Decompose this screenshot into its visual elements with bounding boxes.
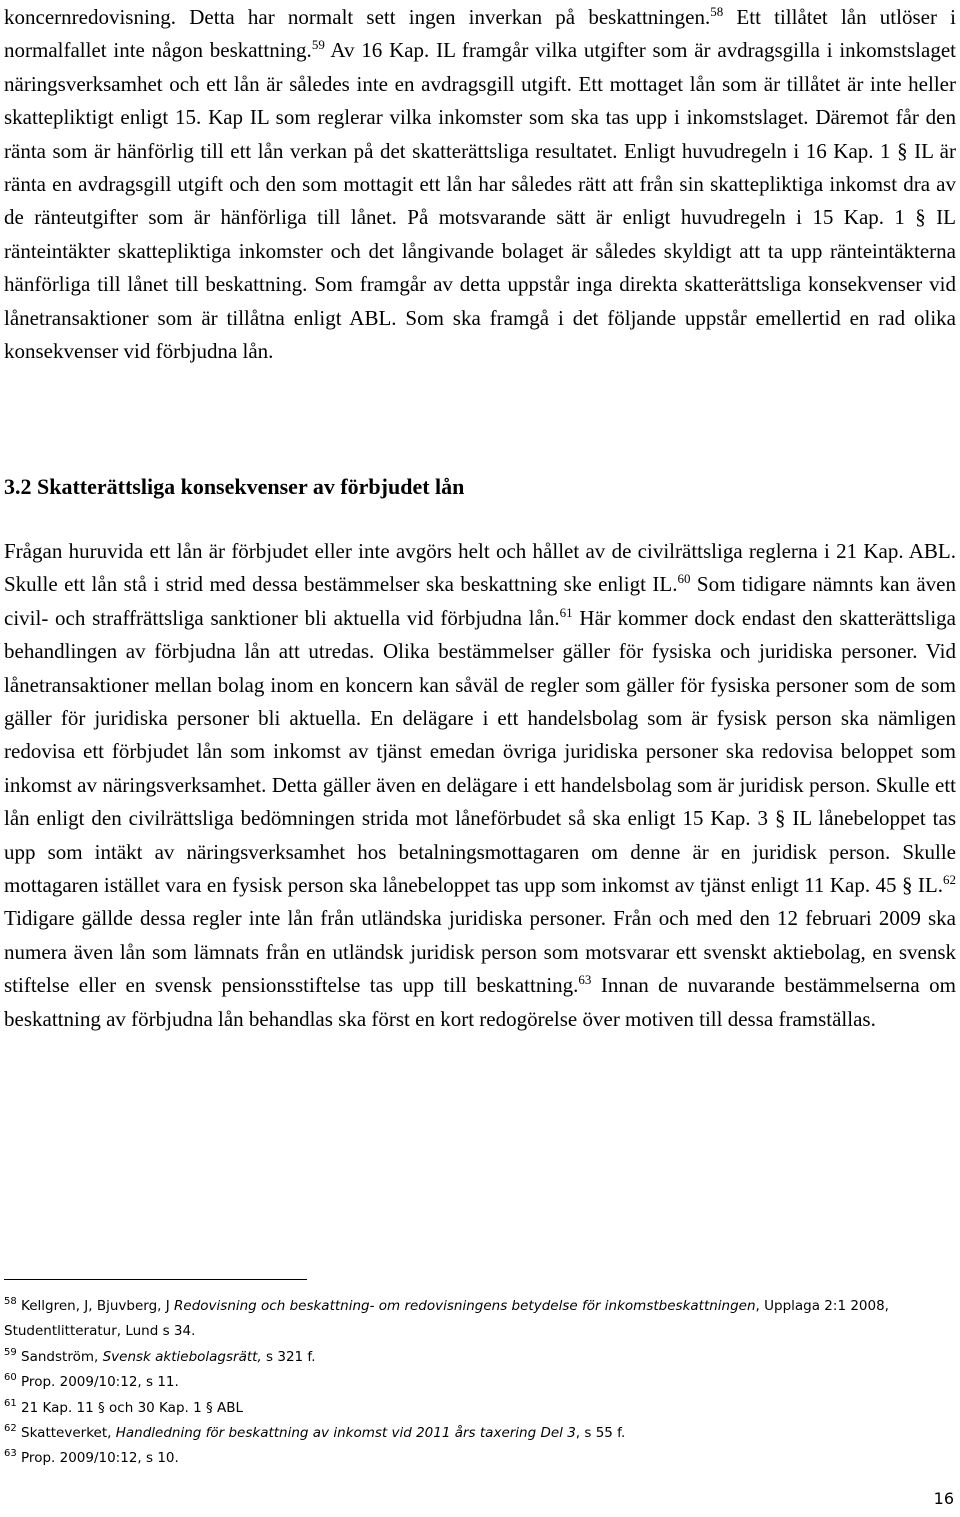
footnote-number: 60 <box>4 1372 17 1384</box>
footnote-title: Svensk aktiebolagsrätt, <box>102 1348 262 1365</box>
footnote: $^{61}$ 21 Kap. 11 § och 30 Kap. 1 § ABL <box>4 1397 244 1416</box>
footnote: $^{63}$ Prop. 2009/10:12, s 10. <box>4 1448 179 1467</box>
footnote-number: 59 <box>4 1346 17 1358</box>
page-number: 16 <box>933 1489 954 1508</box>
section-heading: 3.2 Skatterättsliga konsekvenser av förbjudet lån <box>4 474 465 499</box>
footnote-number: 62 <box>4 1423 17 1435</box>
footnote-title: Handledning för beskattning av inkomst vid 2011 års taxering Del 3 <box>115 1425 576 1442</box>
footnote-number: 58 <box>4 1296 17 1307</box>
body-paragraph: koncernredovisning. Detta har normalt sett ingen inverkan på beskattningen.$^{58}$ Ett tillåtet lån utlöser i normalfallet inte någon beskattning.$^{59}$ Av 16 Kap. IL framgår vilka utgifter som är avdragsgilla i inkomstslaget näringsverksamhet och ett lån är således inte en avdragsgill utgift. Ett mottaget lån som är tillåtet är inte heller skattepliktigt enligt 15. Kap IL som reglerar vilka inkomster som ska tas upp i inkomstslaget. Däremot får den ränta som är hänförlig till ett lån verkan på det skatterättsliga resultatet. Enligt huvudregeln i 16 Kap. 1 § IL är ränta en avdragsgill utgift och den som mottagit ett lån har således rätt att från sin skattepliktiga inkomst dra av de ränteutgifter som är hänförliga till lånet. På motsvarande sätt är enligt huvudregeln i 15 Kap. 1 § IL ränteintäkter skattepliktiga inkomster och det långivande bolaget är således skyldigt att ta upp ränteintäkterna hänförliga till lånet till beskattning. Som framgår av detta uppstår inga direkta skatterättsliga konsekvenser vid lånetransaktioner som är tillåtna enligt ABL. Som ska framgå i det följande uppstår emellertid en rad olika konsekvenser vid förbjudna lån. <box>4 4 956 364</box>
footnote: $^{60}$ Prop. 2009/10:12, s 11. <box>4 1372 179 1391</box>
footnote-ref: 62 <box>943 872 956 888</box>
footnote: $^{59}$ Sandström, Svensk aktiebolagsrätt, s 321 f. <box>4 1346 316 1365</box>
footnote: $^{62}$ Skatteverket, Handledning för beskattning av inkomst vid 2011 års taxering Del 3, s 55 f. <box>4 1423 626 1442</box>
footnote-title: Redovisning och beskattning- om redovisningens betydelse för inkomstbeskattningen <box>174 1298 756 1314</box>
footnote: $^{58}$ Kellgren, J, Bjuvberg, J Redovisning och beskattning- om redovisningens betydelse för inkomstbeskattningen, Upplaga 2:1 2008, Studentlitteratur, Lund s 34. <box>4 1296 889 1340</box>
footnote-ref: 58 <box>710 4 724 19</box>
footnote-number: 63 <box>4 1448 17 1460</box>
footnote-ref: 60 <box>677 571 691 587</box>
footnote-ref: 61 <box>559 604 573 620</box>
footnote-separator <box>4 1279 307 1280</box>
body-paragraph: Frågan huruvida ett lån är förbjudet eller inte avgörs helt och hållet av de civilrättsliga reglerna i 21 Kap. ABL. Skulle ett lån stå i strid med dessa bestämmelser ska beskattning ske enligt IL.$^{60}$ Som tidigare nämnts kan även civil- och straffrättsliga sanktioner bli aktuella vid förbjudna lån.$^{61}$ Här kommer dock endast den skatterättsliga behandlingen av förbjudna lån att utredas. Olika bestämmelser gäller för fysiska och juridiska personer. Vid lånetransaktioner mellan bolag inom en koncern kan såväl de regler som gäller för fysiska personer som de som gäller för juridiska personer bli aktuella. En delägare i ett handelsbolag som är fysisk person ska nämligen redovisa ett förbjudet lån som inkomst av tjänst emedan övriga juridiska personer ska redovisa beloppet som inkomst av näringsverksamhet. Detta gäller även en delägare i ett handelsbolag som är juridisk person. Skulle ett lån enligt den civilrättsliga bedömningen strida mot låneförbudet så ska enligt 15 Kap. 3 § IL lånebeloppet tas upp som intäkt av näringsverksamhet hos betalningsmottagaren om denne är en juridisk person. Skulle mottagaren istället vara en fysisk person ska lånebeloppet tas upp som inkomst av tjänst enligt 11 Kap. 45 § IL.$^{62}$ Tidigare gällde dessa regler inte lån från utländska juridiska personer. Från och med den 12 februari 2009 ska numera även lån som lämnats från en utländsk juridisk person som motsvarar ett svenskt aktiebolag, en svensk stiftelse eller en svensk pensionsstiftelse tas upp till beskattning.$^{63}$ Innan de nuvarande bestämmelserna om beskattning av förbjudna lån behandlas ska först en kort redogörelse över motiven till dessa framställas. <box>4 539 956 1031</box>
footnotes <box>4 1294 956 1472</box>
footnote-ref: 59 <box>311 37 325 53</box>
footnote-number: 61 <box>4 1397 17 1409</box>
footnote-ref: 63 <box>578 972 592 988</box>
